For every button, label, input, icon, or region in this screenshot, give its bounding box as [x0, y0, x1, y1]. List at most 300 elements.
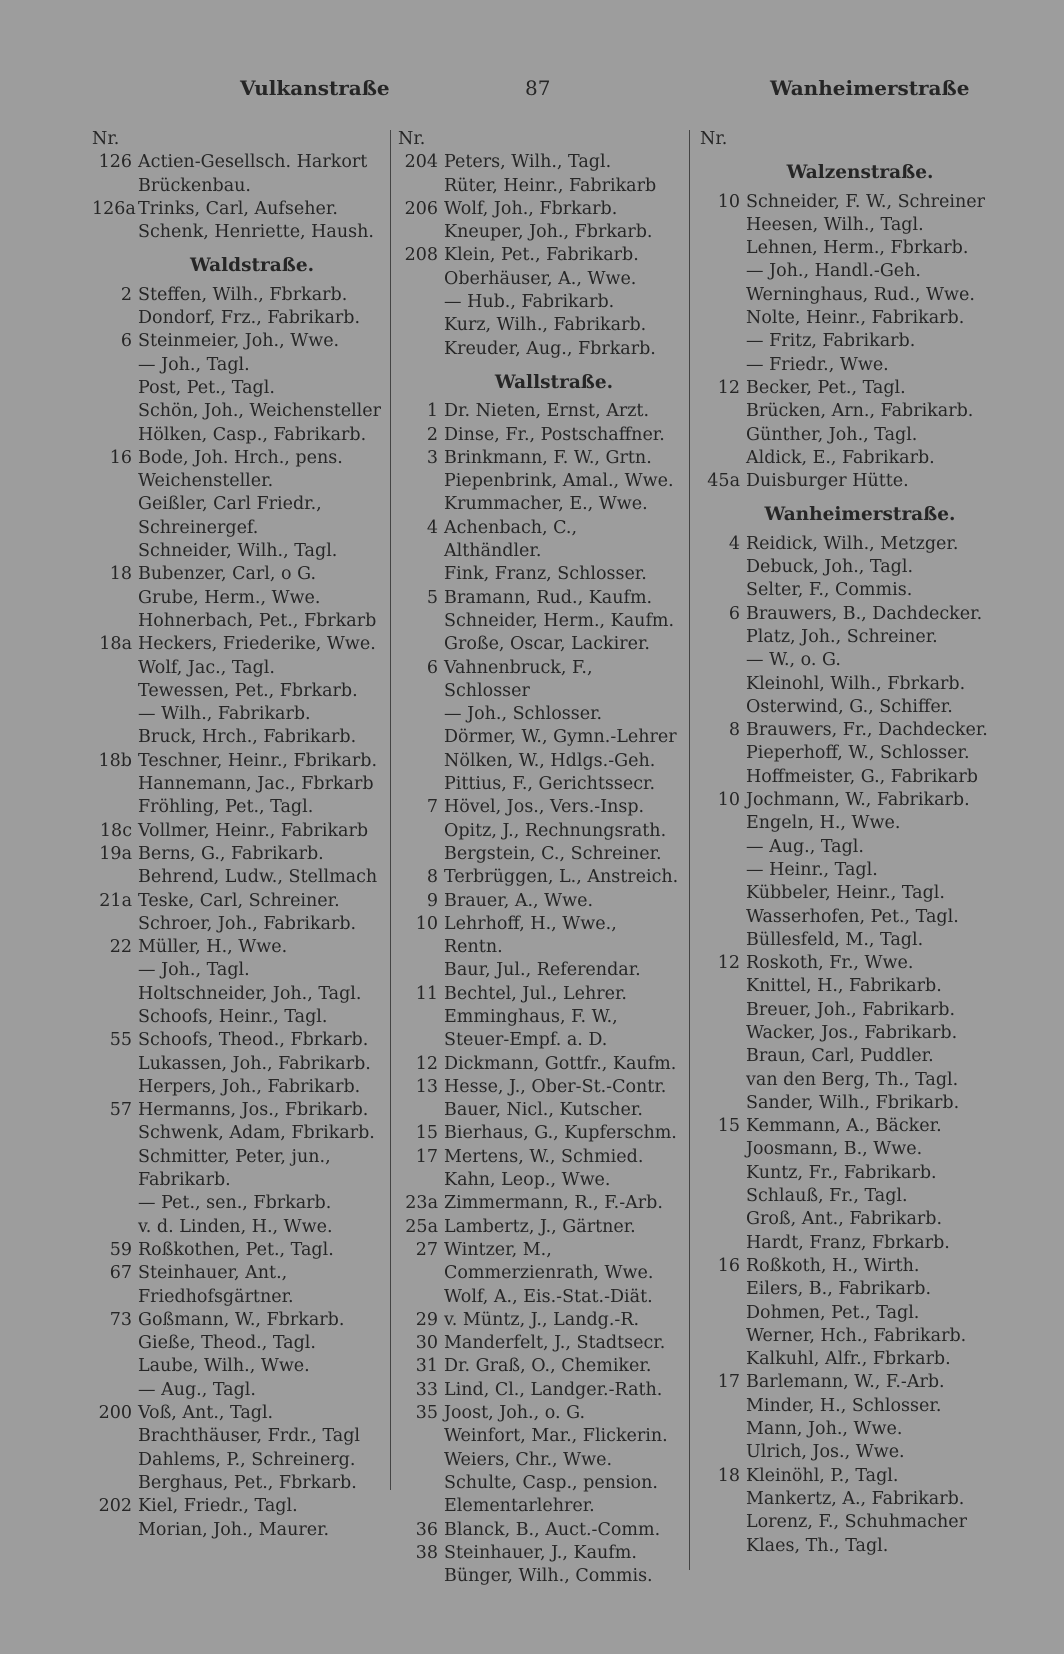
- resident-entry: — W., o. G.: [746, 650, 841, 671]
- directory-entry: [92, 959, 382, 982]
- resident-entry: Achenbach, C., Althändler.: [444, 517, 578, 562]
- directory-entry: [92, 1192, 382, 1215]
- resident-entry: — Pet., sen., Fbrkarb.: [138, 1193, 332, 1214]
- house-number: 6: [728, 603, 740, 624]
- resident-entry: Holtschneider, Joh., Tagl.: [138, 983, 362, 1004]
- house-number: 18b: [98, 750, 132, 771]
- house-number: 18: [717, 1465, 740, 1486]
- directory-entry: [398, 843, 680, 866]
- directory-entry: [700, 1395, 990, 1418]
- directory-entry: [700, 556, 990, 579]
- directory-entry: [700, 377, 990, 400]
- resident-entry: Heckers, Friederike, Wwe.: [138, 634, 376, 655]
- directory-entry: [398, 1216, 680, 1239]
- resident-entry: Bechtel, Jul., Lehrer.: [444, 983, 627, 1004]
- resident-entry: Schneider, Wilh., Tagl.: [138, 541, 338, 562]
- resident-entry: Steinmeier, Joh., Wwe.: [138, 331, 340, 352]
- directory-entry: [398, 1146, 680, 1169]
- directory-entry: [700, 929, 990, 952]
- resident-entry: Wolf, Joh., Fbrkarb.: [444, 198, 618, 219]
- resident-entry: Bünger, Wilh., Commis.: [444, 1566, 653, 1587]
- directory-entry: [398, 1239, 680, 1286]
- resident-entry: Lehnen, Herm., Fbrkarb.: [746, 238, 969, 259]
- resident-entry: Schwenk, Adam, Fbrikarb.: [138, 1123, 375, 1144]
- house-number: 11: [415, 983, 438, 1004]
- directory-entry: [700, 1208, 990, 1231]
- directory-entry: [92, 1216, 382, 1239]
- directory-entry: [700, 1138, 990, 1161]
- house-number: 1: [426, 401, 438, 422]
- number-column-label: Nr.: [398, 129, 426, 149]
- directory-entry: [398, 610, 680, 633]
- resident-entry: Bubenzer, Carl, o G.: [138, 564, 317, 585]
- resident-entry: Berns, G., Fabrikarb.: [138, 843, 324, 864]
- resident-entry: Mann, Joh., Wwe.: [746, 1419, 903, 1440]
- resident-entry: — Aug., Tagl.: [138, 1379, 256, 1400]
- resident-entry: Nolte, Heinr., Fabrikarb.: [746, 308, 965, 329]
- street-heading: Walzenstraße.: [786, 162, 934, 184]
- house-number: 4: [426, 517, 438, 538]
- directory-entry: [92, 330, 382, 353]
- resident-entry: Joost, Joh., o. G.: [444, 1403, 586, 1424]
- directory-entry: [92, 1099, 382, 1122]
- directory-entry: [398, 1099, 680, 1122]
- running-header-left: Vulkanstraße: [240, 76, 390, 100]
- resident-entry: Opitz, J., Rechnungsrath.: [444, 820, 667, 841]
- resident-entry: Steinhauer, Ant., Friedhofsgärtner.: [138, 1263, 294, 1307]
- directory-entry: [700, 673, 990, 696]
- directory-entry: [92, 1379, 382, 1402]
- directory-entry: [398, 1449, 680, 1472]
- house-number: 10: [717, 191, 740, 212]
- directory-entry: [398, 866, 680, 889]
- house-number: 13: [415, 1076, 438, 1097]
- directory-entry: [92, 1402, 382, 1425]
- resident-entry: Osterwind, G., Schiffer.: [746, 696, 953, 717]
- resident-entry: Hölken, Casp., Fabrikarb.: [138, 424, 367, 445]
- directory-entry: [92, 1029, 382, 1052]
- directory-entry: [700, 1418, 990, 1441]
- resident-entry: Schulte, Casp., pension. Elementarlehrer.: [444, 1472, 658, 1517]
- directory-entry: [92, 773, 382, 796]
- resident-entry: Terbrüggen, L., Anstreich.: [444, 867, 679, 888]
- directory-entry: [700, 952, 990, 975]
- resident-entry: Platz, Joh., Schreiner.: [746, 626, 938, 647]
- resident-entry: Steffen, Wilh., Fbrkarb.: [138, 284, 348, 305]
- directory-entry: [700, 1278, 990, 1301]
- directory-entry: [92, 400, 382, 423]
- resident-entry: Günther, Joh., Tagl.: [746, 424, 918, 445]
- directory-column-3: [700, 128, 990, 1558]
- resident-entry: Krummacher, E., Wwe.: [444, 494, 648, 515]
- house-number: 8: [426, 867, 438, 888]
- directory-entry: [700, 1441, 990, 1464]
- resident-entry: Zimmermann, R., F.-Arb.: [444, 1193, 663, 1214]
- resident-entry: Vahnenbruck, F., Schlosser: [444, 657, 593, 701]
- directory-entry: [92, 843, 382, 866]
- house-number: 10: [717, 790, 740, 811]
- street-heading: Wanheimerstraße.: [764, 504, 956, 526]
- directory-entry: [92, 1146, 382, 1193]
- resident-entry: Mankertz, A., Fabrikarb.: [746, 1488, 965, 1509]
- house-number: 27: [415, 1239, 438, 1260]
- resident-entry: Pittius, F., Gerichtssecr.: [444, 774, 656, 795]
- directory-entry: [92, 936, 382, 959]
- resident-entry: Kreuder, Aug., Fbrkarb.: [444, 338, 656, 359]
- directory-entry: [700, 1092, 990, 1115]
- resident-entry: Laube, Wilh., Wwe.: [138, 1356, 310, 1377]
- column-divider: [390, 130, 391, 1490]
- resident-entry: — Joh., Tagl.: [138, 960, 250, 981]
- directory-entry: [700, 1325, 990, 1348]
- resident-entry: Kiel, Friedr., Tagl.: [138, 1496, 298, 1517]
- resident-entry: Lehrhoff, H., Wwe., Rentn.: [444, 913, 617, 958]
- house-number: 208: [404, 245, 438, 266]
- directory-entry: [92, 1239, 382, 1262]
- page-number: 87: [525, 76, 551, 100]
- directory-entry: [700, 975, 990, 998]
- resident-entry: — Wilh., Fabrikarb.: [138, 704, 311, 725]
- resident-entry: Peters, Wilh., Tagl.: [444, 152, 612, 173]
- house-number: 2: [426, 424, 438, 445]
- resident-entry: Rüter, Heinr., Fabrikarb: [444, 175, 657, 196]
- house-number: 18c: [99, 820, 132, 841]
- directory-entry: [700, 1185, 990, 1208]
- house-number: 206: [404, 198, 438, 219]
- resident-entry: Müller, H., Wwe.: [138, 937, 288, 958]
- resident-entry: Joosmann, B., Wwe.: [746, 1139, 923, 1160]
- directory-entry: [700, 330, 990, 353]
- resident-entry: Bruck, Hrch., Fabrikarb.: [138, 727, 357, 748]
- directory-entry: [398, 1122, 680, 1145]
- directory-entry: [700, 1371, 990, 1394]
- directory-entry: [92, 983, 382, 1006]
- resident-entry: Werninghaus, Rud., Wwe.: [746, 284, 975, 305]
- resident-entry: Vollmer, Heinr., Fabrikarb: [138, 820, 369, 841]
- resident-entry: Dohmen, Pet., Tagl.: [746, 1302, 920, 1323]
- resident-entry: Hardt, Franz, Fbrkarb.: [746, 1232, 950, 1253]
- directory-entry: [700, 191, 990, 214]
- directory-entry: [700, 882, 990, 905]
- running-header-right: Wanheimerstraße: [770, 76, 970, 100]
- house-number: 17: [717, 1372, 740, 1393]
- directory-entry: [700, 789, 990, 812]
- resident-entry: Dr. Nieten, Ernst, Arzt.: [444, 401, 650, 422]
- resident-entry: Lorenz, F., Schuhmacher: [746, 1512, 968, 1533]
- directory-entry: [700, 1535, 990, 1558]
- house-number: 7: [426, 797, 438, 818]
- directory-entry: [92, 151, 382, 198]
- directory-entry: [92, 587, 382, 610]
- directory-entry: [398, 1472, 680, 1519]
- directory-entry: [700, 1232, 990, 1255]
- resident-entry: v. Müntz, J., Landg.-R.: [444, 1309, 640, 1330]
- resident-entry: — Joh., Handl.-Geh.: [746, 261, 921, 282]
- directory-entry: [700, 999, 990, 1022]
- resident-entry: Dahlems, P., Schreinerg.: [138, 1449, 356, 1470]
- directory-entry: [92, 796, 382, 819]
- resident-entry: Braun, Carl, Puddler.: [746, 1046, 934, 1067]
- house-number: 22: [109, 937, 132, 958]
- directory-entry: [700, 1488, 990, 1511]
- directory-entry: [92, 1053, 382, 1076]
- resident-entry: Hövel, Jos., Vers.-Insp.: [444, 797, 645, 818]
- resident-entry: Mertens, W., Schmied.: [444, 1146, 644, 1167]
- resident-entry: Dondorf, Frz., Fabrikarb.: [138, 308, 361, 329]
- directory-entry: [700, 470, 990, 493]
- directory-entry: [398, 1565, 680, 1588]
- directory-entry: [700, 626, 990, 649]
- house-number: 202: [98, 1496, 132, 1517]
- directory-entry: [700, 579, 990, 602]
- directory-entry: [398, 1076, 680, 1099]
- resident-entry: Hermanns, Jos., Fbrikarb.: [138, 1100, 369, 1121]
- directory-entry: [92, 1449, 382, 1472]
- directory-entry: [398, 175, 680, 198]
- resident-entry: Oberhäuser, A., Wwe.: [444, 268, 637, 289]
- resident-entry: Roßkoth, H., Wirth.: [746, 1255, 920, 1276]
- number-column-label: Nr.: [92, 129, 120, 149]
- directory-entry: [92, 866, 382, 889]
- resident-entry: Roßkothen, Pet., Tagl.: [138, 1239, 334, 1260]
- resident-entry: Reidick, Wilh., Metzger.: [746, 533, 959, 554]
- resident-entry: Brauwers, Fr., Dachdecker.: [746, 720, 988, 741]
- resident-entry: Pieperhoff, W., Schlosser.: [746, 743, 970, 764]
- house-number: 19a: [99, 843, 132, 864]
- directory-entry: [92, 820, 382, 843]
- directory-entry: [700, 719, 990, 742]
- house-number: 45a: [707, 471, 740, 492]
- resident-entry: Behrend, Ludw., Stellmach: [138, 867, 378, 888]
- directory-entry: [700, 1045, 990, 1068]
- resident-entry: Knittel, H., Fabrikarb.: [746, 976, 942, 997]
- directory-entry: [92, 284, 382, 307]
- resident-entry: Voß, Ant., Tagl.: [138, 1403, 274, 1424]
- directory-entry: [398, 314, 680, 337]
- resident-entry: Bierhaus, G., Kupferschm.: [444, 1123, 677, 1144]
- resident-entry: Steinhauer, J., Kaufm.: [444, 1542, 637, 1563]
- resident-entry: Sander, Wilh., Fbrikarb.: [746, 1092, 960, 1113]
- house-number: 204: [404, 152, 438, 173]
- resident-entry: Schneider, Herm., Kaufm.: [444, 610, 675, 631]
- directory-entry: [92, 424, 382, 447]
- house-number: 38: [415, 1542, 438, 1563]
- directory-entry: [92, 913, 382, 936]
- directory-entry: [398, 424, 680, 447]
- resident-entry: Wasserhofen, Pet., Tagl.: [746, 906, 959, 927]
- resident-entry: Schoofs, Theod., Fbrkarb.: [138, 1030, 369, 1051]
- resident-entry: Lambertz, J., Gärtner.: [444, 1216, 636, 1237]
- resident-entry: Schmitter, Peter, jun., Fabrikarb.: [138, 1146, 331, 1191]
- resident-entry: Aldick, E., Fabrikarb.: [746, 447, 935, 468]
- directory-entry: [398, 1519, 680, 1542]
- resident-entry: Kuntz, Fr., Fabrikarb.: [746, 1162, 937, 1183]
- house-number: 25a: [405, 1216, 438, 1237]
- directory-entry: [92, 1355, 382, 1378]
- directory-entry: [92, 610, 382, 633]
- resident-entry: Hesse, J., Ober-St.-Contr.: [444, 1076, 667, 1097]
- directory-entry: [700, 237, 990, 260]
- resident-entry: Grube, Herm., Wwe.: [138, 587, 321, 608]
- house-number: 57: [109, 1100, 132, 1121]
- directory-entry: [92, 1472, 382, 1495]
- resident-entry: — Joh., Schlosser.: [444, 704, 603, 725]
- house-number: 59: [109, 1239, 132, 1260]
- resident-entry: Kurz, Wilh., Fabrikarb.: [444, 315, 647, 336]
- directory-entry: [398, 1425, 680, 1448]
- directory-entry: [92, 307, 382, 330]
- directory-entry: [398, 517, 680, 564]
- house-number: 12: [717, 377, 740, 398]
- directory-entry: [92, 221, 382, 244]
- resident-entry: Hoffmeister, G., Fabrikarb: [746, 766, 978, 787]
- resident-entry: Teschner, Heinr., Fbrikarb.: [138, 750, 378, 771]
- resident-entry: Gieße, Theod., Tagl.: [138, 1333, 316, 1354]
- directory-entry: [398, 1192, 680, 1215]
- resident-entry: Wolf, A., Eis.-Stat.-Diät.: [444, 1286, 653, 1307]
- house-number: 73: [109, 1309, 132, 1330]
- resident-entry: Kemmann, A., Bäcker.: [746, 1116, 942, 1137]
- resident-entry: Barlemann, W., F.-Arb.: [746, 1372, 945, 1393]
- directory-entry: [700, 1069, 990, 1092]
- resident-entry: Schenk, Henriette, Haush.: [138, 222, 374, 243]
- directory-entry: [700, 214, 990, 237]
- directory-entry: [92, 540, 382, 563]
- resident-entry: — Joh., Tagl.: [138, 354, 250, 375]
- directory-entry: [398, 151, 680, 174]
- directory-entry: [92, 1425, 382, 1448]
- resident-entry: Kalkuhl, Alfr., Fbrkarb.: [746, 1349, 951, 1370]
- house-number: 12: [415, 1053, 438, 1074]
- resident-entry: Große, Oscar, Lackirer.: [444, 634, 650, 655]
- directory-entry: [398, 959, 680, 982]
- directory-entry: [92, 750, 382, 773]
- directory-entry: [92, 1006, 382, 1029]
- directory-entry: [92, 447, 382, 494]
- directory-entry: [398, 1169, 680, 1192]
- house-number: 17: [415, 1146, 438, 1167]
- resident-entry: Schoofs, Heinr., Tagl.: [138, 1006, 328, 1027]
- directory-column-2: [398, 128, 680, 1588]
- resident-entry: Klein, Pet., Fabrikarb.: [444, 245, 639, 266]
- directory-entry: [700, 1465, 990, 1488]
- directory-entry: [398, 773, 680, 796]
- resident-entry: Hannemann, Jac., Fbrkarb: [138, 774, 374, 795]
- resident-entry: Wolf, Jac., Tagl.: [138, 657, 275, 678]
- house-number: 15: [717, 1116, 740, 1137]
- directory-entry: [398, 913, 680, 960]
- resident-entry: Schneider, F. W., Schreiner: [746, 191, 985, 212]
- directory-entry: [398, 291, 680, 314]
- resident-entry: Emminghaus, F. W., Steuer-Empf. a. D.: [444, 1006, 618, 1051]
- directory-entry: [398, 703, 680, 726]
- directory-entry: [398, 447, 680, 470]
- house-number: 21a: [99, 890, 132, 911]
- directory-entry: [700, 603, 990, 626]
- resident-entry: Kleinohl, Wilh., Fbrkarb.: [746, 673, 966, 694]
- house-number: 6: [120, 331, 132, 352]
- resident-entry: Roskoth, Fr., Wwe.: [746, 953, 914, 974]
- house-number: 12: [717, 953, 740, 974]
- directory-entry: [398, 1286, 680, 1309]
- house-number: 15: [415, 1123, 438, 1144]
- house-number: 5: [426, 587, 438, 608]
- house-number: 35: [415, 1403, 438, 1424]
- directory-entry: [700, 696, 990, 719]
- resident-entry: Schroer, Joh., Fabrikarb.: [138, 913, 357, 934]
- directory-entry: [398, 983, 680, 1006]
- resident-entry: Weinfort, Mar., Flickerin.: [444, 1426, 668, 1447]
- directory-entry: [92, 1519, 382, 1542]
- resident-entry: Jochmann, W., Fabrikarb.: [746, 790, 970, 811]
- house-number: 3: [426, 447, 438, 468]
- street-heading: Wallstraße.: [494, 371, 614, 393]
- directory-entry: [398, 587, 680, 610]
- house-number: 6: [426, 657, 438, 678]
- resident-entry: Büllesfeld, M., Tagl.: [746, 929, 924, 950]
- directory-entry: [398, 400, 680, 423]
- resident-entry: Debuck, Joh., Tagl.: [746, 557, 914, 578]
- directory-entry: [700, 284, 990, 307]
- resident-entry: van den Berg, Th., Tagl.: [746, 1069, 959, 1090]
- resident-entry: Breuer, Joh., Fabrikarb.: [746, 999, 956, 1020]
- resident-entry: Goßmann, W., Fbrkarb.: [138, 1309, 345, 1330]
- resident-entry: Bergstein, C., Schreiner.: [444, 843, 662, 864]
- directory-entry: [92, 493, 382, 540]
- resident-entry: Hohnerbach, Pet., Fbrkarb: [138, 610, 377, 631]
- directory-entry: [398, 750, 680, 773]
- directory-entry: [700, 1162, 990, 1185]
- resident-entry: Engeln, H., Wwe.: [746, 813, 901, 834]
- resident-entry: Geißler, Carl Friedr., Schreinergef.: [138, 494, 322, 538]
- directory-entry: [398, 470, 680, 493]
- resident-entry: Teske, Carl, Schreiner.: [138, 890, 340, 911]
- resident-entry: Brücken, Arn., Fabrikarb.: [746, 401, 974, 422]
- house-number: 55: [109, 1030, 132, 1051]
- directory-entry: [700, 260, 990, 283]
- resident-entry: Klaes, Th., Tagl.: [746, 1535, 889, 1556]
- resident-entry: Manderfelt, J., Stadtsecr.: [444, 1333, 666, 1354]
- house-number: 8: [728, 720, 740, 741]
- resident-entry: Fink, Franz, Schlosser.: [444, 564, 647, 585]
- house-number: 126: [98, 152, 132, 173]
- directory-entry: [398, 493, 680, 516]
- directory-entry: [700, 649, 990, 672]
- resident-entry: Actien-Gesellsch. Harkort Brückenbau.: [138, 152, 368, 196]
- street-heading: Waldstraße.: [189, 255, 315, 277]
- resident-entry: Tewessen, Pet., Fbrkarb.: [138, 680, 358, 701]
- directory-entry: [398, 198, 680, 221]
- directory-entry: [700, 906, 990, 929]
- resident-entry: Trinks, Carl, Aufseher.: [138, 198, 338, 219]
- directory-entry: [92, 198, 382, 221]
- directory-entry: [398, 1332, 680, 1355]
- directory-entry: [398, 796, 680, 819]
- house-number: 200: [98, 1403, 132, 1424]
- resident-entry: Bauer, Nicl., Kutscher.: [444, 1100, 643, 1121]
- directory-entry: [92, 1495, 382, 1518]
- directory-column-1: [92, 128, 382, 1542]
- resident-entry: — Heinr., Tagl.: [746, 859, 878, 880]
- resident-entry: — Hub., Fabrikarb.: [444, 292, 615, 313]
- resident-entry: Schlauß, Fr., Tagl.: [746, 1186, 908, 1207]
- directory-entry: [700, 533, 990, 556]
- house-number: 36: [415, 1519, 438, 1540]
- resident-entry: Schön, Joh., Weichensteller: [138, 401, 382, 422]
- resident-entry: Groß, Ant., Fabrikarb.: [746, 1209, 943, 1230]
- resident-entry: Werner, Hch., Fabrikarb.: [746, 1325, 967, 1346]
- directory-entry: [398, 221, 680, 244]
